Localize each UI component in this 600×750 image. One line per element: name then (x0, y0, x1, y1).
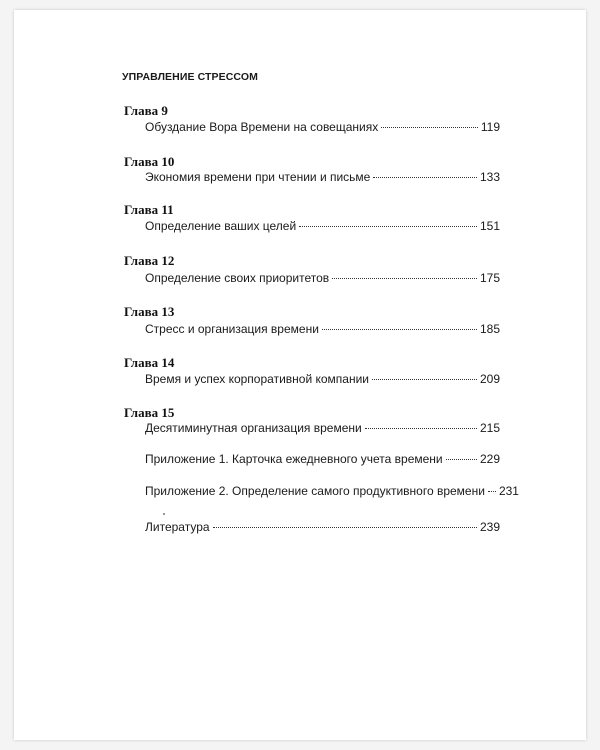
page-number: 239 (479, 520, 500, 534)
chapter-label: Глава 15 (124, 405, 175, 420)
page-number: 133 (479, 170, 500, 184)
page-number: 119 (480, 120, 500, 134)
dot-leader (299, 226, 477, 227)
entry-title: Определение ваших целей (145, 219, 297, 233)
entry-title: Приложение 1. Карточка ежедневного учета времени (145, 452, 443, 466)
entry-title: Литература (145, 520, 210, 534)
running-header: УПРАВЛЕНИЕ СТРЕССОМ (122, 71, 258, 83)
entry-title: Время и успех корпоративной компании (145, 372, 369, 386)
toc-entry[interactable] (145, 271, 500, 285)
page-number: 151 (479, 219, 500, 233)
chapter-label: Глава 13 (124, 304, 175, 319)
chapter-label: Глава 9 (124, 103, 168, 118)
entry-title: Десятиминутная организация времени (145, 421, 362, 435)
toc-entry[interactable] (145, 170, 500, 184)
entry-title: Приложение 2. Определение самого продуктивного времени (145, 484, 485, 498)
entry-title: Экономия времени при чтении и письме (145, 170, 371, 184)
chapter-label: Глава 11 (124, 202, 174, 217)
page-number: 209 (479, 372, 500, 386)
toc-entry[interactable] (145, 520, 500, 534)
entry-title: Определение своих приоритетов (145, 271, 330, 285)
page-number: 231 (498, 484, 519, 498)
print-speck (163, 513, 165, 515)
book-page (14, 10, 586, 740)
dot-leader (488, 491, 496, 492)
chapter-label: Глава 10 (124, 154, 175, 169)
toc-entry[interactable] (145, 120, 500, 134)
toc-entry[interactable] (145, 484, 519, 498)
page-number: 185 (479, 322, 500, 336)
dot-leader (373, 177, 477, 178)
page-number: 175 (479, 271, 500, 285)
entry-title: Обуздание Вора Времени на совещаниях (145, 120, 379, 134)
page-number: 215 (479, 421, 500, 435)
dot-leader (446, 459, 477, 460)
toc-entry[interactable] (145, 372, 500, 386)
dot-leader (322, 329, 477, 330)
dot-leader (332, 278, 477, 279)
chapter-label: Глава 14 (124, 355, 175, 370)
toc-entry[interactable] (145, 421, 500, 435)
entry-title: Стресс и организация времени (145, 322, 319, 336)
toc-entry[interactable] (145, 452, 500, 466)
dot-leader (213, 527, 477, 528)
toc-entry[interactable] (145, 219, 500, 233)
dot-leader (365, 428, 477, 429)
toc-entry[interactable] (145, 322, 500, 336)
chapter-label: Глава 12 (124, 253, 175, 268)
dot-leader (372, 379, 477, 380)
page-number: 229 (479, 452, 500, 466)
dot-leader (381, 127, 478, 128)
